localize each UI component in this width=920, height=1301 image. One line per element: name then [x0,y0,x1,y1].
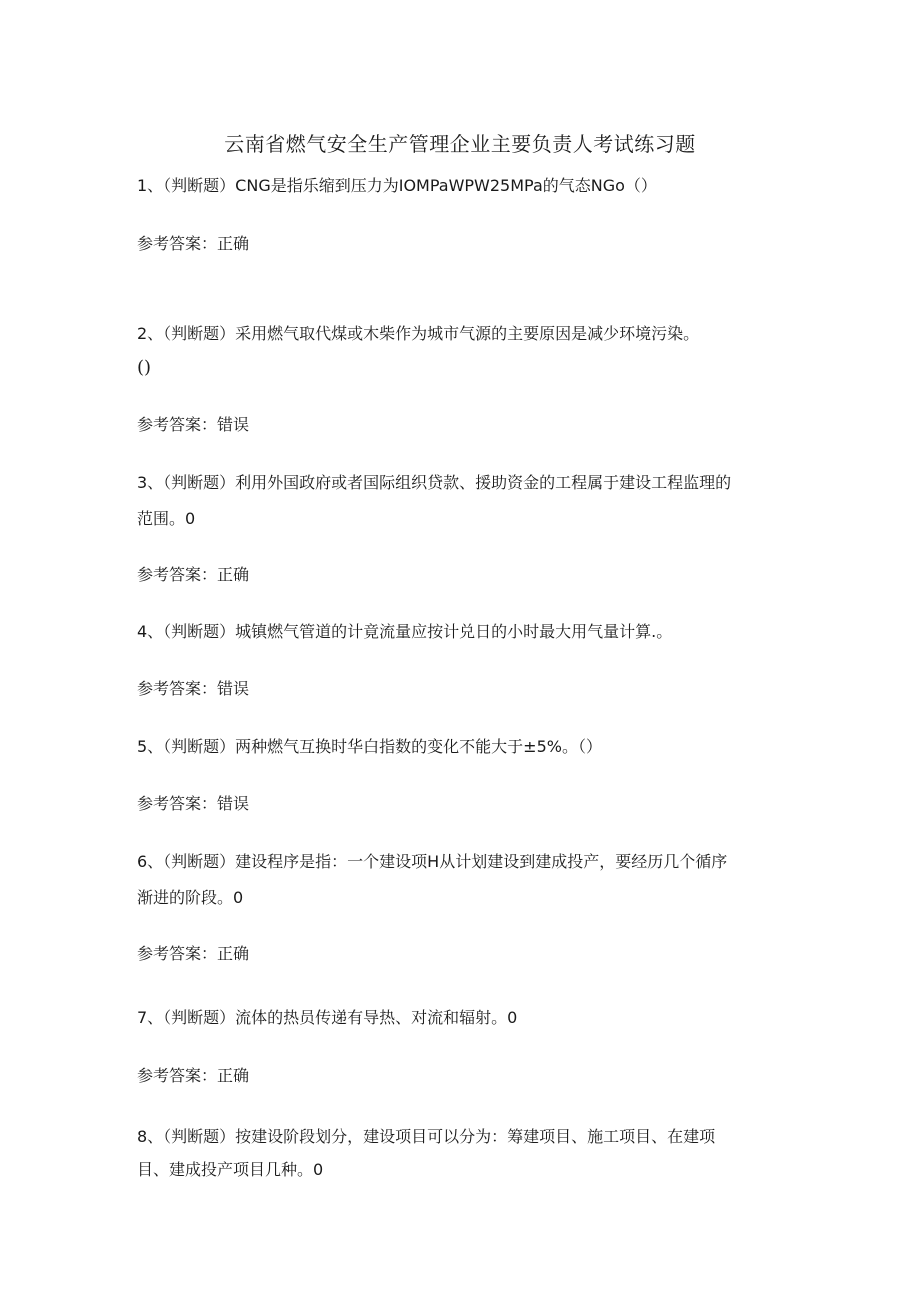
question-8-line-2: 目、建成投产项目几种。0 [137,1160,324,1179]
answer-2: 参考答案：错误 [137,415,250,434]
question-2-line-1: 2、（判断题）采用燃气取代煤或木柴作为城市气源的主要原因是减少环境污染。 [137,324,700,343]
question-2-line-2: () [137,357,152,378]
answer-6: 参考答案：正确 [137,944,250,963]
question-3-line-2: 范围。0 [137,509,196,528]
document-title: 云南省燃气安全生产管理企业主要负责人考试练习题 [224,132,696,156]
question-6-line-2: 渐进的阶段。0 [137,888,244,907]
question-4-line-1: 4、（判断题）城镇燃气管道的计竟流量应按计兑日的小时最大用气量计算.。 [137,622,673,641]
question-5-line-1: 5、（判断题）两种燃气互换时华白指数的变化不能大于±5%。（） [137,737,602,756]
question-1-line-1: 1、（判断题）CNG是指乐缩到压力为IOMPaWPW25MPa的气态NGo（） [137,176,657,195]
question-8-line-1: 8、（判断题）按建设阶段划分，建设项目可以分为：筹建项目、施工项目、在建项 [137,1127,716,1146]
answer-3: 参考答案：正确 [137,565,250,584]
question-3-line-1: 3、（判断题）利用外国政府或者国际组织贷款、援助资金的工程属于建设工程监理的 [137,473,732,492]
answer-5: 参考答案：错误 [137,794,250,813]
question-6-line-1: 6、（判断题）建设程序是指：一个建设项H从计划建设到建成投产，要经历几个循序 [137,852,728,871]
answer-1: 参考答案：正确 [137,234,250,253]
answer-7: 参考答案：正确 [137,1066,250,1085]
question-7-line-1: 7、（判断题）流体的热员传递有导热、对流和辐射。0 [137,1008,518,1027]
answer-4: 参考答案：错误 [137,679,250,698]
